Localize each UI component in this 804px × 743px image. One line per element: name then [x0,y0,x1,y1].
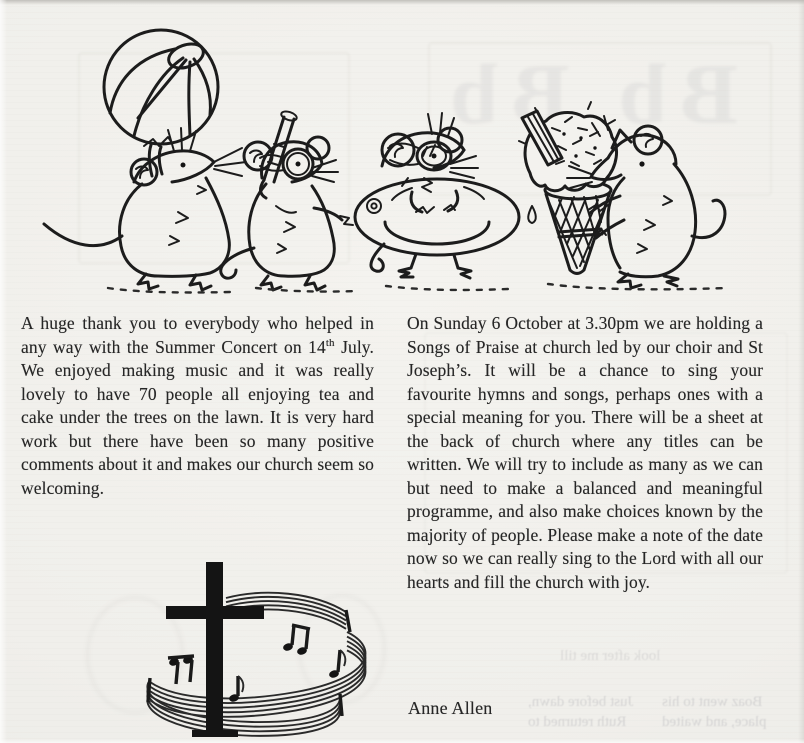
cross-music-illustration [84,546,396,743]
scan-edge-right [798,0,804,743]
mice-beach-illustration [28,16,732,296]
mouse-with-beachball-icon [44,30,246,293]
article-summer-concert [21,312,374,500]
ghost-showthrough-letters: Bb Bb [436,46,738,142]
ghost-showthrough-text: Ruth returned to [528,714,627,730]
scan-edge-top [0,0,804,5]
ghost-showthrough-text: place, and waited [662,714,767,730]
ghost-showthrough-text: Boaz went to his [662,694,763,710]
ghost-showthrough-text: Just before dawn, [528,694,634,710]
scan-edge-left [0,0,7,743]
mouse-in-swimring-icon [355,113,519,290]
author-signature: Anne Allen [408,698,493,718]
mouse-with-snorkel-icon [221,110,358,292]
ordinal-superscript: th [325,336,335,349]
article-summer-concert-text: July. We enjoyed making music and it was really lovely to have 70 people all enjoying tea and cake under the trees on the lawn. It is very hard work but there have been so many positive comments about it and makes our church seem so welcoming. [21,336,374,498]
ghost-showthrough-text: look after me till [560,648,661,664]
article-songs-of-praise-text: On Sunday 6 October at 3.30pm we are holding a Songs of Praise at church led by our choir and St Joseph’s. It will be a chance to sing your favourite hymns and songs, perhaps ones with a special meaning for you. There will be a sheet at the back of church where any titles can be written. We will try to include as many as we can but need to make a balanced and meaningful programme, and also make choices known by the majority of people. Please make a note of the date now so we can really sing to the Lord with all our hearts and fill the church with joy. [407,313,763,592]
article-summer-concert-text: A huge thank you to everybody who helped in any way with the Summer Concert on 14 [21,313,374,357]
article-songs-of-praise [407,312,763,594]
mouse-with-icecream-icon [519,102,728,289]
